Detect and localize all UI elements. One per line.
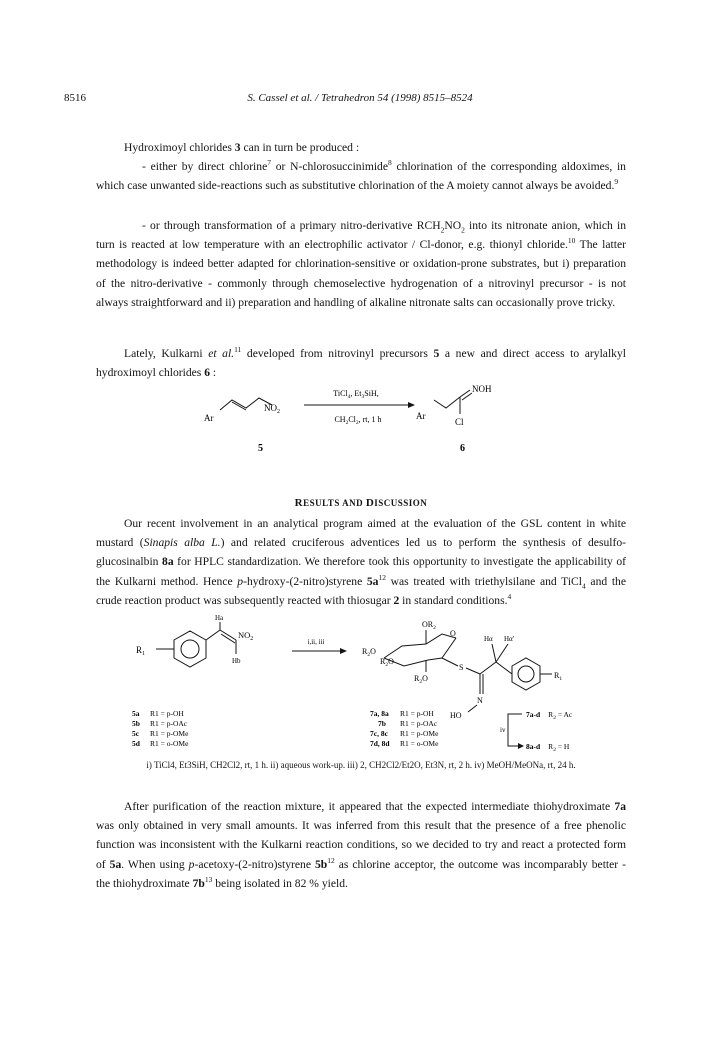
footnote-ref: 4 bbox=[507, 591, 512, 601]
alkyl-chain bbox=[434, 397, 460, 408]
legend-id-5c: 5c bbox=[132, 729, 140, 738]
legend-middle bbox=[370, 709, 439, 748]
s-c-bond bbox=[466, 668, 480, 674]
legend-id-7c8c: 7c, 8c bbox=[370, 729, 388, 738]
legend-desc-5c: R1 = p-OMe bbox=[150, 729, 189, 738]
c1-s-bond bbox=[442, 658, 458, 666]
ring-oxygen-label: O bbox=[450, 629, 456, 638]
paragraph-direct-chlorination: - either by direct chlorine$^7$ or N-chlorosuccinimide$^8$ chlorination of the corresponding aldoximes, in which case unwanted side-reactions such as substitutive chlorination of the A moiety cannot always be avoided.$^9$ bbox=[96, 158, 626, 193]
deprotection-arrowhead bbox=[518, 743, 524, 749]
legend-desc-5d: R1 = o-OMe bbox=[150, 739, 189, 748]
sulfur-label: S bbox=[459, 663, 464, 672]
arrowhead bbox=[408, 402, 415, 408]
arrowhead-2 bbox=[340, 648, 347, 654]
reaction-scheme-thiohydroximate bbox=[96, 614, 626, 784]
legend-id-7d8d: 7d, 8d bbox=[370, 739, 390, 748]
no2-label-2: $NO_2$ bbox=[238, 630, 254, 642]
noh-label: NOH bbox=[472, 384, 492, 394]
footnote-ref: 12 bbox=[327, 855, 335, 865]
legend-id-5b: 5b bbox=[132, 719, 140, 728]
r2o-label-b: $R_2O$ bbox=[380, 657, 394, 668]
r1-left-label: $R_1$ bbox=[136, 645, 146, 657]
footnote-ref: 13 bbox=[204, 874, 213, 884]
benzene-ring-right bbox=[512, 658, 540, 690]
legend-id-5a: 5a bbox=[132, 709, 140, 718]
legend-desc-7a8a: R1 = p-OH bbox=[400, 709, 434, 718]
step-iv-label: iv bbox=[500, 726, 506, 734]
ar-left-label: Ar bbox=[204, 413, 214, 423]
r2o-label-a: $R_2O$ bbox=[362, 647, 376, 658]
journal-citation: S. Cassel et al. / Tetrahedron 54 (1998) 8515–8524 bbox=[247, 92, 473, 104]
scheme-caption: i) TiCl4, Et3SiH, CH2Cl2, rt, 1 h. ii) aqueous work-up. iii) 2, CH2Cl2/Et2O, Et3N, rt, 2 h. iv) MeOH/MeONa, rt, 24 h. bbox=[146, 760, 576, 770]
n-o-bond bbox=[468, 705, 477, 712]
footnote-ref: 8 bbox=[388, 158, 392, 168]
page-number: 8516 bbox=[64, 92, 86, 104]
paragraph-results-intro: Our recent involvement in an analytical program aimed at the evaluation of the GSL content in white mustard (Sinapis alba L.) and related cruciferous adventices led us to perform the synthesis of desulfo-glucosinalbin 8a for HPLC standardization. We therefore took this opportunity to investigate the applicability of the Kulkarni method. Hence p-hydroxy-(2-nitro)styrene $5a^{12}$ was treated with triethylsilane and TiCl$_4$ and the crude reaction product was subsequently reacted with thiosugar 2 in standard conditions.$^4$ bbox=[96, 517, 626, 607]
reagents-top: TiCl$_4$, $Et_3SiH$, bbox=[333, 389, 379, 400]
h-alpha-prime-label: Hα' bbox=[504, 635, 514, 643]
footnote-ref: 11 bbox=[234, 345, 242, 355]
ha-label: Ha bbox=[215, 614, 224, 622]
compound-label-6: 6 bbox=[460, 443, 465, 454]
cl-label: Cl bbox=[455, 417, 464, 427]
aromatic-circle-right bbox=[518, 666, 534, 682]
legend-desc-5a: R1 = p-OH bbox=[150, 709, 184, 718]
sugar-ring-top bbox=[384, 634, 456, 658]
h-alpha-label: Hα bbox=[484, 635, 493, 643]
legend-id-7b: 7b bbox=[378, 719, 386, 728]
footnote-ref: 9 bbox=[614, 177, 619, 187]
section-heading-results: RESULTS AND DISCUSSION bbox=[294, 497, 428, 509]
hb-label: Hb bbox=[232, 657, 241, 665]
nitrogen-label: N bbox=[477, 696, 483, 705]
footnote-ref: 12 bbox=[378, 572, 386, 582]
conditions-label: i,ii, iii bbox=[307, 638, 325, 646]
deprotection-bracket bbox=[508, 714, 522, 746]
scheme-kulkarni-svg bbox=[96, 380, 626, 480]
legend-id-7a8a: 7a, 8a bbox=[370, 709, 389, 718]
r2o-label-c: $R_2O$ bbox=[414, 674, 428, 685]
vinyl-bond bbox=[206, 630, 220, 640]
or2-label: $OR_2$ bbox=[422, 620, 436, 631]
h-alpha-prime-bond bbox=[496, 644, 508, 662]
legend-desc-5b: R1 = p-OAc bbox=[150, 719, 188, 728]
reaction-scheme-kulkarni bbox=[96, 380, 626, 480]
paragraph-nitro-derivative: - or through transformation of a primary nitro-derivative $RCH_2NO_2$ into its nitronate anion, which in turn is reacted at low temperature with an electrophilic activator / Cl-donor, e.g. thionyl chloride.$^{10}$ The latter methodology is indeed better adapted for chlorination-sensitive or oxidation-prone substrates, but i) preparation of the nitro-derivative - commonly through chemoselective hydrogenation of a nitrovinyl precursor - is not always straightforward and ii) preparation and handling of alkaline nitronate salts can occasionally prove tricky. bbox=[96, 219, 627, 309]
legend-desc-7c8c: R1 = p-OMe bbox=[400, 729, 439, 738]
legend-left bbox=[132, 709, 189, 748]
legend-desc-7d8d: R1 = o-OMe bbox=[400, 739, 439, 748]
no2-label: $NO_2$ bbox=[264, 403, 280, 415]
ho-label: HO bbox=[450, 711, 462, 720]
paragraph-hydroximoyl-intro: Hydroximoyl chlorides 3 can in turn be produced : bbox=[124, 141, 360, 154]
compound-ref: 3 bbox=[234, 141, 241, 154]
paragraph-purification: After purification of the reaction mixture, it appeared that the expected intermediate thiohydroximate 7a was only obtained in very small amounts. It was inferred from this result that the presence of a free phenolic function was inconsistent with the Kulkarni reaction conditions, so we decided to try and react a protected form of 5a. When using p-acetoxy-(2-nitro)styrene $5b^{12}$ as chlorine acceptor, the outcome was incomparably better - the thiohydroximate $7b^{13}$ being isolated in 82 % yield. bbox=[96, 800, 626, 890]
ch2-aryl-bond bbox=[496, 662, 512, 674]
benzene-ring-left bbox=[174, 631, 206, 667]
h-alpha-bond bbox=[492, 644, 496, 662]
product-8-label: 8a-d $R_2 = H$ bbox=[526, 742, 570, 753]
r1-right-label: $R_1$ bbox=[554, 671, 563, 682]
ar-right-label: Ar bbox=[416, 411, 426, 421]
legend-desc-7b: R1 = p-OAc bbox=[400, 719, 438, 728]
sugar-ring-side bbox=[442, 638, 456, 658]
reagents-bottom: $CH_2Cl_2$, rt, 1 h bbox=[334, 415, 382, 426]
footnote-ref: 7 bbox=[267, 158, 271, 168]
c-ch2-bond bbox=[480, 662, 496, 674]
scheme-thiohydroximate-svg bbox=[96, 614, 626, 784]
product-7-label: 7a-d $R_2 = Ac$ bbox=[526, 710, 573, 721]
double-bond-line bbox=[232, 402, 246, 410]
compound-label-5: 5 bbox=[258, 443, 263, 454]
legend-id-5d: 5d bbox=[132, 739, 140, 748]
aromatic-circle-left bbox=[181, 640, 199, 658]
paragraph-kulkarni: Lately, Kulkarni et al.$^{11}$ developed from nitrovinyl precursors 5 a new and direct access to arylalkyl hydroximoyl chlorides 6 : bbox=[96, 345, 626, 380]
footnote-ref: 10 bbox=[567, 236, 576, 246]
